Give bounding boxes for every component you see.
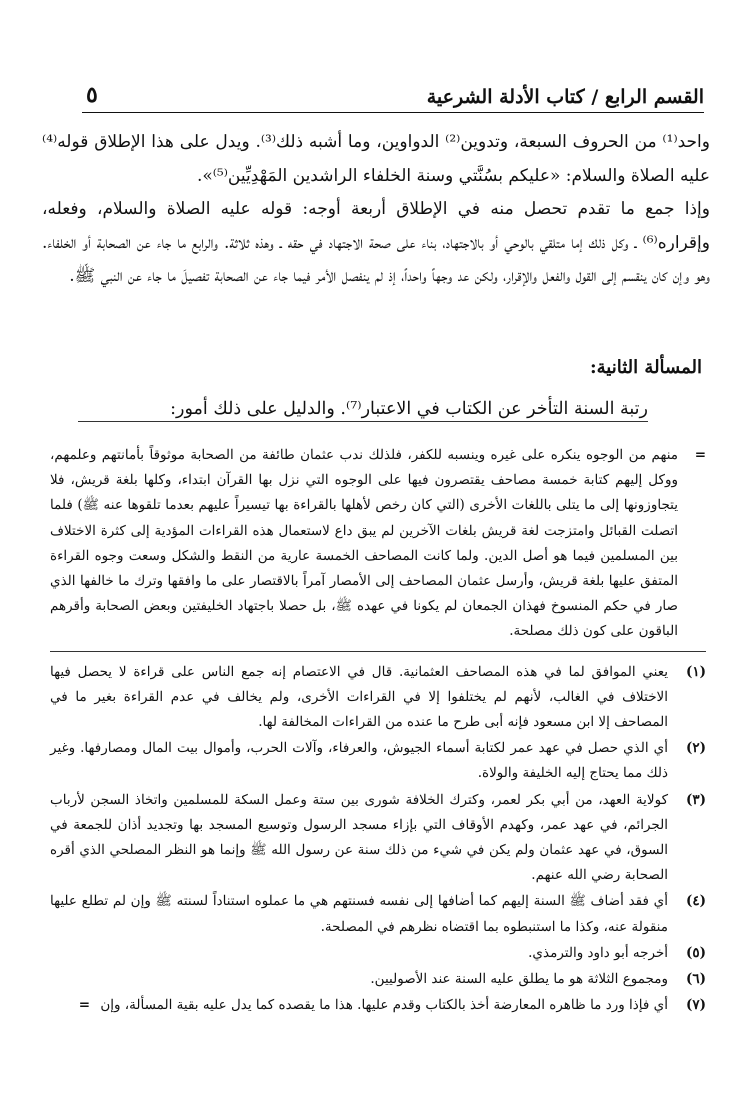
footnote-separator bbox=[50, 651, 706, 652]
continuation-text: منهم من الوجوه ينكره على غيره وينسبه للكفر، فلذلك ندب عثمان طائفة من الصحابة موثوقاً بأمانتهم وعلمهم، ووكل إليهم كتابة خمسة مصاحف يقتصرون فيها على الوجوه التي نزل بها القرآن ابتداء، وكلها بلغة قريش، فلا يتجاوزونها إلى ما يتلى باللغات الأخرى (التي كان رخص لأهلها بالقراءة بها تيسيراً عليهم بعدما تلقوها عنه ﷺ) فلما اتصلت القبائل وامتزجت لغة قريش بلغات الآخرين لم يبق داع لاستعمال هذه القراءات المؤدية إلى كثرة الاختلاف بين المسلمين فيما هو أصل الدين. ولما كانت المصاحف الخمسة عارية من النقط والشكل وسعت وجوه القراءة المتفق عليها بلغة قريش، وأرسل عثمان المصاحف إلى الأمصار آمراً بالاقتصار على ما وافقها وترك ما خالفها الذي صار في حكم المنسوخ فهذان الجمعان لم يكونا في عهده ﷺ، بل حصلا باجتهاد الخليفتين وبعض الصحابة وأقرهم الباقون على كون ذلك مصلحة. bbox=[50, 447, 678, 640]
main-text bbox=[42, 126, 710, 294]
footnote-text: أي فقد أضاف ﷺ السنة إليهم كما أضافها إلى نفسه فسنتهم هي ما عملوه استناداً لسنته ﷺ وإن لم تطلع عليها منقولة عنه، وكذا ما استنبطوه بما اقتضاه نظرهم في المصلحة. bbox=[50, 893, 668, 935]
footnote-number: (١) bbox=[685, 663, 706, 680]
footnote bbox=[50, 993, 706, 1018]
footnote-number: (٣) bbox=[685, 791, 706, 808]
footnote bbox=[50, 889, 706, 939]
footnote bbox=[50, 941, 706, 966]
footnotes bbox=[50, 443, 706, 1019]
footnote-text: يعني الموافق لما في هذه المصاحف العثمانية. قال في الاعتصام إنه جمع الناس على قراءة لا يحصل فيها الاختلاف في الغالب، لأنهم لم يختلفوا إلا في القراءات الأخرى، ولم يخالف في عدم القراءة بغير ما في المصاحف إلا ابن مسعود فإنه أبى طرح ما عنده من القراءات المخالفة لها. bbox=[50, 663, 668, 731]
body-paragraph: وإذا جمع ما تقدم تحصل منه في الإطلاق أربعة أوجه: قوله عليه الصلاة والسلام، وفعله، وإقراره⁽⁶⁾ ـ وكل ذلك إما متلقي بالوحي أو بالاجتهاد، بناء على صحة الاجتهاد في حقه ـ وهذه ثلاثة. والرابع ما جاء عن الصحابة أو الخلفاء. وهو وإن كان ينقسم إلى القول والفعل والإقرار، ولكن عد وجهاً واحداً، إذ لم ينفصل الأمر فيما جاء عن الصحابة تفصيلَ ما جاء عن النبي ﷺ. bbox=[42, 199, 710, 286]
footnote-number: (٥) bbox=[685, 944, 706, 961]
footnote bbox=[50, 788, 706, 889]
footnote-number: (٤) bbox=[685, 893, 706, 910]
continued-mark: = bbox=[78, 997, 91, 1014]
footnote bbox=[50, 736, 706, 786]
running-title: القسم الرابع / كتاب الأدلة الشرعية bbox=[426, 86, 704, 108]
section-intro: رتبة السنة التأخر عن الكتاب في الاعتبار⁽⁷⁾. والدليل على ذلك أمور: bbox=[78, 399, 648, 422]
footnote-text: كولاية العهد، من أبي بكر لعمر، وكترك الخلافة شورى بين ستة وعمل السكة للمسلمين واتخاذ السجن لأرباب الجرائم، في عهد عمر، وكهدم الأوقاف التي بإزاء مسجد الرسول وتوسيع المسجد بها وتجديد أذان للجمعة في السوق، في عهد عثمان ولم يكن في شيء من ذلك سنة عن رسول الله ﷺ وإنما هو النظر المصلحي الذي أقره الصحابة رضي الله عنهم. bbox=[50, 791, 668, 884]
continuation-mark: = bbox=[694, 447, 706, 463]
footnote-number: (٢) bbox=[685, 740, 706, 757]
footnote-number: (٧) bbox=[685, 997, 706, 1014]
footnote bbox=[50, 660, 706, 736]
footnote-text: أي فإذا ورد ما ظاهره المعارضة أخذ بالكتاب وقدم عليها. هذا ما يقصده كما يدل عليه بقية المسألة، وإن bbox=[100, 997, 668, 1014]
section-heading: المسألة الثانية: bbox=[590, 357, 702, 378]
footnote-text: أخرجه أبو داود والترمذي. bbox=[528, 944, 668, 961]
footnote-continuation bbox=[50, 443, 706, 645]
body-paragraph: واحد⁽¹⁾ من الحروف السبعة، وتدوين⁽²⁾ الدواوين، وما أشبه ذلك⁽³⁾. ويدل على هذا الإطلاق قوله⁽⁴⁾ عليه الصلاة والسلام: «عليكم بسُنَّتي وسنة الخلفاء الراشدين المَهْدِيِّين⁽⁵⁾». bbox=[42, 132, 710, 186]
footnote-text: ومجموع الثلاثة هو ما يطلق عليه السنة عند الأصوليين. bbox=[370, 971, 668, 988]
footnote bbox=[50, 967, 706, 992]
footnote-text: أي الذي حصل في عهد عمر لكتابة أسماء الجيوش، والعرفاء، وآلات الحرب، وأموال بيت المال ومصارفها. وغير ذلك مما يحتاج إليه الخليفة والولاة. bbox=[50, 740, 668, 782]
page-header bbox=[82, 78, 704, 113]
page-number: ٥ bbox=[86, 82, 98, 108]
footnote-number: (٦) bbox=[685, 971, 706, 988]
